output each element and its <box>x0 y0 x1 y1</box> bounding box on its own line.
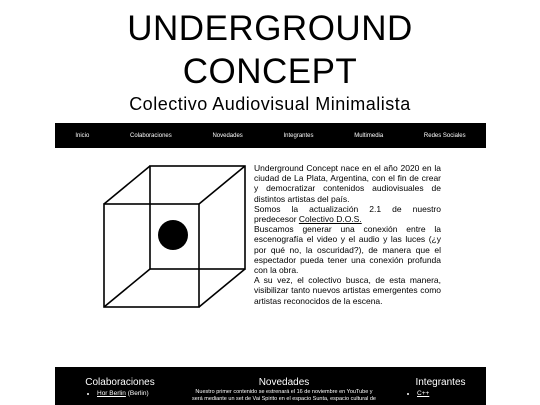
nav-inicio[interactable]: Inicio <box>75 132 90 139</box>
footer-novedades <box>173 367 395 402</box>
novedades-text-line2: será mediante un set de Vai Spirito en el espacio Sunta, espacio cultural de <box>192 395 376 402</box>
intro-paragraph: A su vez, el colectivo busca, de esta manera, visibilizar tanto nuevos artistas emergentes como artistas reconocidos de la escena. <box>254 275 441 306</box>
site-title-line2: CONCEPT <box>182 52 358 91</box>
novedades-text-line1: Nuestro primer contenido se estrenará el 16 de noviembre en YouTube y <box>195 389 373 395</box>
site-subtitle: Colectivo Audiovisual Minimalista <box>129 94 411 114</box>
footer-list <box>395 390 486 398</box>
footer-heading: Integrantes <box>415 377 466 388</box>
footer-integrantes <box>395 367 486 398</box>
footer-heading: Novedades <box>258 377 310 388</box>
list-item <box>97 390 185 398</box>
main-navbar <box>55 123 486 148</box>
footer-heading: Colaboraciones <box>85 377 155 388</box>
intro-paragraph <box>254 204 441 224</box>
nav-redes-sociales[interactable]: Redes Sociales <box>423 132 466 139</box>
colectivo-dos-link[interactable]: Colectivo D.O.S. <box>298 214 362 225</box>
list-item <box>417 390 486 398</box>
intro-text-span: Somos la actualización 2.1 de nuestro predecesor <box>254 203 441 225</box>
nav-colaboraciones[interactable]: Colaboraciones <box>130 132 172 139</box>
footer-colaboraciones <box>55 367 185 398</box>
footer-list <box>55 390 185 398</box>
site-title-line1: UNDERGROUND <box>127 9 413 48</box>
hor-berlin-link[interactable]: Hor Berlin <box>97 390 126 397</box>
cube-logo-image <box>102 164 247 309</box>
list-item-suffix: (Berlin) <box>125 390 149 397</box>
intro-paragraph: Underground Concept nace en el año 2020 en la ciudad de La Plata, Argentina, con el fin de crear y democratizar contenidos audiovisuales de distintos artistas del país. <box>254 163 441 204</box>
nav-integrantes[interactable]: Integrantes <box>283 132 314 139</box>
integrante-link[interactable]: C++ <box>417 390 430 397</box>
nav-novedades[interactable]: Novedades <box>212 132 243 139</box>
footer <box>55 367 486 405</box>
intro-paragraph: Buscamos generar una conexión entre la escenografía el video y el audio y las luces (¿y por qué no, la oscuridad?), de manera que el espectador pueda tener una conexión profunda con la obra. <box>254 224 441 276</box>
nav-multimedia[interactable]: Multimedia <box>354 132 384 139</box>
intro-text <box>254 163 441 306</box>
